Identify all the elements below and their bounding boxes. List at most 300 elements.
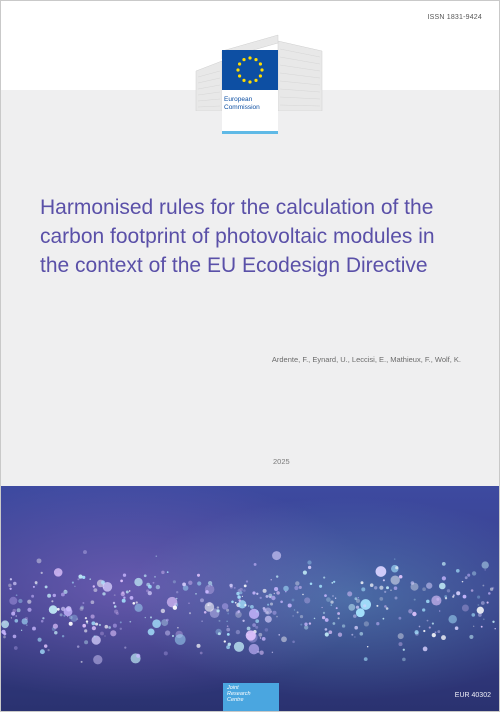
bokeh-particle xyxy=(326,597,331,602)
bokeh-particle xyxy=(423,630,425,632)
bokeh-particle xyxy=(478,613,482,617)
bokeh-particle xyxy=(435,631,437,633)
bokeh-particle xyxy=(219,620,221,622)
bokeh-particle xyxy=(93,588,97,592)
bokeh-particle xyxy=(102,592,105,595)
bokeh-particle xyxy=(351,634,353,636)
bokeh-particle xyxy=(333,622,336,625)
eu-flag-icon xyxy=(222,50,278,90)
bokeh-particle xyxy=(477,596,480,599)
bokeh-particle xyxy=(144,574,147,577)
ec-logo-line1: European xyxy=(224,96,253,103)
bokeh-particle xyxy=(426,600,430,604)
bokeh-particle xyxy=(35,583,37,585)
bokeh-particle xyxy=(153,582,155,584)
bokeh-particle xyxy=(161,571,164,574)
bokeh-particle xyxy=(195,593,196,594)
bokeh-particle xyxy=(80,607,84,611)
bokeh-particle xyxy=(487,602,489,604)
bokeh-particle xyxy=(3,632,6,635)
ec-logo-underline xyxy=(222,131,278,134)
bokeh-particle xyxy=(114,594,116,596)
bokeh-particle xyxy=(166,619,169,622)
bokeh-particle xyxy=(136,601,138,603)
bokeh-particle xyxy=(95,623,98,626)
bokeh-particle xyxy=(114,605,117,608)
jrc-line1: Joint xyxy=(227,685,239,691)
bokeh-particle xyxy=(145,617,146,618)
bokeh-particle xyxy=(237,595,241,599)
bokeh-particle xyxy=(108,626,111,629)
bokeh-particle xyxy=(18,599,22,603)
bokeh-particle xyxy=(297,611,299,613)
bokeh-particle xyxy=(132,602,135,605)
bokeh-particle xyxy=(379,586,383,590)
bokeh-particle xyxy=(481,626,483,628)
bokeh-particle xyxy=(274,593,275,594)
bokeh-particle xyxy=(442,562,446,566)
bokeh-particle xyxy=(38,638,42,642)
bokeh-particle xyxy=(235,611,239,615)
jrc-line2: Research xyxy=(227,691,251,697)
bokeh-particle xyxy=(484,569,486,571)
bokeh-particle xyxy=(175,634,186,645)
bokeh-particle xyxy=(271,579,272,580)
bokeh-particle xyxy=(122,599,126,603)
bokeh-particle xyxy=(452,596,454,598)
bokeh-particle xyxy=(292,641,295,644)
bokeh-particle xyxy=(331,582,333,584)
bokeh-particle xyxy=(256,593,258,595)
bokeh-particle xyxy=(456,569,460,573)
bokeh-particle xyxy=(150,616,152,618)
european-commission-logo xyxy=(194,23,324,118)
bokeh-particle xyxy=(200,598,204,602)
bokeh-particle xyxy=(173,606,177,610)
bokeh-particle xyxy=(463,595,467,599)
bokeh-particle xyxy=(69,622,73,626)
bokeh-particle xyxy=(356,608,365,617)
bokeh-particle xyxy=(32,627,36,631)
bokeh-particle xyxy=(422,587,426,591)
bokeh-particle xyxy=(51,600,53,602)
bokeh-particle xyxy=(176,598,178,600)
bokeh-background-image xyxy=(1,486,499,711)
bokeh-particle xyxy=(44,644,47,647)
bokeh-particle xyxy=(238,599,240,601)
bokeh-particle xyxy=(255,619,259,623)
bokeh-particle xyxy=(309,622,311,624)
bokeh-particle xyxy=(436,598,439,601)
bokeh-particle xyxy=(100,632,104,636)
bokeh-particle xyxy=(252,623,256,627)
bokeh-particle xyxy=(61,593,65,597)
bokeh-particle xyxy=(258,633,262,637)
bokeh-particle xyxy=(12,609,16,613)
bokeh-particle xyxy=(399,575,403,579)
bokeh-particle xyxy=(472,571,476,575)
bokeh-particle xyxy=(391,575,400,584)
bokeh-particle xyxy=(332,595,334,597)
bokeh-particle xyxy=(227,625,229,627)
bokeh-particle xyxy=(426,583,432,589)
bokeh-particle xyxy=(91,621,95,625)
bokeh-particle xyxy=(134,578,142,586)
bokeh-particle xyxy=(200,652,203,655)
ec-logo-text xyxy=(222,90,278,132)
bokeh-particle xyxy=(364,657,368,661)
bokeh-particle xyxy=(465,576,468,579)
bokeh-particle xyxy=(99,624,101,626)
bokeh-particle xyxy=(252,591,255,594)
bokeh-particle xyxy=(234,587,236,589)
bokeh-particle xyxy=(395,597,398,600)
bokeh-particle xyxy=(129,621,131,623)
bokeh-particle xyxy=(33,586,35,588)
bokeh-particle xyxy=(182,583,186,587)
bokeh-particle xyxy=(243,589,246,592)
bokeh-particle xyxy=(222,603,228,609)
bokeh-particle xyxy=(93,585,95,587)
bokeh-particle xyxy=(48,649,50,651)
bokeh-particle xyxy=(27,608,31,612)
bokeh-particle xyxy=(471,613,475,617)
bokeh-particle xyxy=(361,587,365,591)
bokeh-particle xyxy=(236,630,240,634)
bokeh-particle xyxy=(226,621,227,622)
bokeh-particle xyxy=(338,633,342,637)
bokeh-particle xyxy=(272,611,276,615)
bokeh-particle xyxy=(295,581,299,585)
bokeh-particle xyxy=(310,583,313,586)
bokeh-particle xyxy=(477,607,484,614)
bokeh-particle xyxy=(197,581,201,585)
bokeh-particle xyxy=(84,629,87,632)
bokeh-particle xyxy=(330,604,332,606)
bokeh-particle xyxy=(394,558,395,559)
bokeh-particle xyxy=(11,617,12,618)
bokeh-particle xyxy=(441,635,446,640)
bokeh-particle xyxy=(278,634,279,635)
bokeh-particle xyxy=(40,649,45,654)
bokeh-particle xyxy=(26,624,28,626)
bokeh-particle xyxy=(442,576,446,580)
bokeh-particle xyxy=(444,595,447,598)
bokeh-particle xyxy=(314,618,316,620)
bokeh-particle xyxy=(370,583,374,587)
bokeh-particle xyxy=(246,630,256,640)
bokeh-particle xyxy=(14,646,18,650)
bokeh-particle xyxy=(403,649,405,651)
bokeh-particle xyxy=(302,594,303,595)
bokeh-particle xyxy=(304,625,308,629)
bokeh-particle xyxy=(226,645,230,649)
bokeh-particle xyxy=(469,635,473,639)
bokeh-particle xyxy=(342,624,345,627)
bokeh-particle xyxy=(188,581,192,585)
bokeh-particle xyxy=(123,597,125,599)
bokeh-particle xyxy=(294,586,298,590)
bokeh-particle xyxy=(419,626,421,628)
bokeh-particle xyxy=(123,574,126,577)
bokeh-particle xyxy=(414,599,416,601)
bokeh-particle xyxy=(57,608,60,611)
bokeh-particle xyxy=(16,615,17,616)
bokeh-particle xyxy=(288,603,292,607)
bokeh-particle xyxy=(207,604,209,606)
bokeh-particle xyxy=(422,608,425,611)
bokeh-particle xyxy=(262,637,266,641)
bokeh-particle xyxy=(254,563,257,566)
bokeh-particle xyxy=(84,640,88,644)
bokeh-particle xyxy=(173,580,176,583)
bokeh-particle xyxy=(337,612,340,615)
bokeh-particle xyxy=(70,615,77,622)
bokeh-particle xyxy=(248,605,249,606)
bokeh-particle xyxy=(3,621,5,623)
bokeh-particle xyxy=(307,560,311,564)
jrc-line3: Centre xyxy=(227,697,244,703)
bokeh-particle xyxy=(227,613,229,615)
bokeh-particle xyxy=(494,628,495,629)
bokeh-particle xyxy=(360,599,371,610)
bokeh-particle xyxy=(360,632,364,636)
bokeh-particle xyxy=(244,604,246,606)
bokeh-particle xyxy=(250,605,254,609)
bokeh-particle xyxy=(242,620,244,622)
bokeh-particle xyxy=(471,589,474,592)
bokeh-particle xyxy=(189,612,191,614)
bokeh-particle xyxy=(398,642,402,646)
bokeh-particle xyxy=(265,616,272,623)
bokeh-particle xyxy=(432,633,436,637)
bokeh-particle xyxy=(429,627,431,629)
bokeh-particle xyxy=(383,618,385,620)
bokeh-particle xyxy=(42,617,44,619)
bokeh-particle xyxy=(411,581,415,585)
bokeh-particle xyxy=(347,591,352,596)
bokeh-particle xyxy=(274,587,278,591)
bokeh-particle xyxy=(255,626,258,629)
bokeh-particle xyxy=(276,591,280,595)
bokeh-particle xyxy=(13,582,17,586)
bokeh-particle xyxy=(386,586,389,589)
bokeh-particle xyxy=(336,607,338,609)
bokeh-particle xyxy=(122,591,125,594)
bokeh-particle xyxy=(386,607,389,610)
bokeh-particle xyxy=(355,597,358,600)
bokeh-particle xyxy=(270,602,273,605)
bokeh-particle xyxy=(161,609,165,613)
bokeh-particle xyxy=(229,584,232,587)
bokeh-particle xyxy=(10,578,12,580)
bokeh-particle xyxy=(271,596,275,600)
bokeh-particle xyxy=(330,600,333,603)
bokeh-particle xyxy=(363,604,366,607)
bokeh-particle xyxy=(236,592,239,595)
bokeh-particle xyxy=(394,586,398,590)
bokeh-particle xyxy=(456,591,460,595)
bokeh-particle xyxy=(283,586,289,592)
bokeh-particle xyxy=(15,619,19,623)
bokeh-particle xyxy=(148,628,155,635)
bokeh-particle xyxy=(308,566,311,569)
bokeh-particle xyxy=(376,605,378,607)
bokeh-particle xyxy=(477,604,479,606)
bokeh-particle xyxy=(177,627,179,629)
bokeh-particle xyxy=(93,655,102,664)
bokeh-particle xyxy=(482,585,484,587)
bokeh-particle xyxy=(197,574,200,577)
report-title: Harmonised rules for the calculation of the carbon footprint of photovoltaic modules in the context of the EU Ecodesign Directive xyxy=(40,196,435,277)
bokeh-particle xyxy=(86,622,88,624)
report-number: EUR 40302 xyxy=(454,692,491,699)
bokeh-particle xyxy=(78,575,82,579)
bokeh-particle xyxy=(335,598,336,599)
bokeh-particle xyxy=(231,601,234,604)
bokeh-particle xyxy=(227,633,230,636)
bokeh-particle xyxy=(374,586,377,589)
bokeh-particle xyxy=(226,609,229,612)
bokeh-particle xyxy=(60,613,63,616)
bokeh-particle xyxy=(324,594,327,597)
bokeh-particle xyxy=(27,600,31,604)
bokeh-particle xyxy=(204,611,207,614)
bokeh-particle xyxy=(299,586,302,589)
bokeh-particle xyxy=(77,578,79,580)
bokeh-particle xyxy=(49,605,58,614)
bokeh-particle xyxy=(208,581,212,585)
bokeh-particle xyxy=(89,578,91,580)
bokeh-particle xyxy=(91,600,95,604)
bokeh-particle xyxy=(379,597,383,601)
bokeh-particle xyxy=(148,585,152,589)
bokeh-particle xyxy=(300,615,303,618)
bokeh-particle xyxy=(31,595,34,598)
bokeh-particle xyxy=(439,583,446,590)
bokeh-particle xyxy=(398,617,401,620)
bokeh-particle xyxy=(402,658,406,662)
ec-logo-line2: Commission xyxy=(224,104,260,111)
bokeh-particle xyxy=(276,575,278,577)
bokeh-particle xyxy=(256,610,258,612)
bokeh-particle xyxy=(82,576,85,579)
bokeh-particle xyxy=(325,628,328,631)
bokeh-particle xyxy=(54,631,57,634)
bokeh-particle xyxy=(156,555,158,557)
bokeh-particle xyxy=(423,647,428,652)
bokeh-particle xyxy=(242,596,243,597)
bokeh-particle xyxy=(91,615,95,619)
bokeh-particle xyxy=(304,623,307,626)
bokeh-particle xyxy=(447,589,450,592)
bokeh-particle xyxy=(492,621,494,623)
bokeh-particle xyxy=(92,626,96,630)
bokeh-particle xyxy=(292,615,293,616)
bokeh-particle xyxy=(83,550,87,554)
bokeh-particle xyxy=(322,616,325,619)
bokeh-particle xyxy=(64,607,73,616)
bokeh-particle xyxy=(41,620,44,623)
bokeh-particle xyxy=(8,584,11,587)
bokeh-particle xyxy=(384,605,387,608)
bokeh-particle xyxy=(300,624,302,626)
bokeh-particle xyxy=(103,582,113,592)
bokeh-particle xyxy=(481,601,485,605)
bokeh-particle xyxy=(263,589,267,593)
bokeh-particle xyxy=(53,594,56,597)
bokeh-particle xyxy=(272,652,273,653)
bokeh-particle xyxy=(216,609,219,612)
bokeh-particle xyxy=(323,577,325,579)
bokeh-particle xyxy=(348,604,355,611)
publication-year: 2025 xyxy=(273,457,290,466)
bokeh-particle xyxy=(414,630,418,634)
bokeh-particle xyxy=(462,581,464,583)
bokeh-particle xyxy=(13,635,17,639)
bokeh-particle xyxy=(354,636,355,637)
bokeh-particle xyxy=(81,661,83,663)
bokeh-particle xyxy=(1,620,9,628)
bokeh-particle xyxy=(398,633,404,639)
bokeh-particle xyxy=(25,617,28,620)
bokeh-particle xyxy=(120,580,123,583)
bokeh-particle xyxy=(270,611,272,613)
bokeh-particle xyxy=(113,602,115,604)
bokeh-particle xyxy=(321,607,322,608)
bokeh-particle xyxy=(276,616,278,618)
bokeh-particle xyxy=(247,627,251,631)
bokeh-particle xyxy=(41,572,43,574)
bokeh-particle xyxy=(126,591,129,594)
bokeh-particle xyxy=(57,573,60,576)
bokeh-particle xyxy=(249,644,259,654)
bokeh-particle xyxy=(82,602,84,604)
bokeh-particle xyxy=(325,632,329,636)
bokeh-particle xyxy=(260,637,261,638)
bokeh-particle xyxy=(285,591,287,593)
bokeh-particle xyxy=(353,614,357,618)
bokeh-particle xyxy=(74,586,76,588)
bokeh-particle xyxy=(323,612,325,614)
bokeh-particle xyxy=(238,589,241,592)
bokeh-particle xyxy=(319,585,322,588)
bokeh-particle xyxy=(152,619,161,628)
bokeh-particle xyxy=(134,604,142,612)
bokeh-particle xyxy=(395,566,398,569)
bokeh-particle xyxy=(110,630,116,636)
bokeh-particle xyxy=(62,635,64,637)
bokeh-particle xyxy=(120,628,122,630)
bokeh-particle xyxy=(217,606,219,608)
bokeh-particle xyxy=(259,651,263,655)
bokeh-particle xyxy=(376,566,387,577)
bokeh-particle xyxy=(76,618,78,620)
bokeh-particle xyxy=(364,621,369,626)
jrc-logo xyxy=(223,683,279,711)
grey-band xyxy=(1,90,499,486)
bokeh-particle xyxy=(358,597,359,598)
bokeh-particle xyxy=(354,626,358,630)
bokeh-particle xyxy=(431,595,441,605)
bokeh-particle xyxy=(462,605,469,612)
bokeh-particle xyxy=(9,588,11,590)
bokeh-particle xyxy=(281,636,287,642)
bokeh-particle xyxy=(16,594,18,596)
bokeh-particle xyxy=(104,635,105,636)
bokeh-particle xyxy=(249,609,259,619)
bokeh-particle xyxy=(116,612,119,615)
